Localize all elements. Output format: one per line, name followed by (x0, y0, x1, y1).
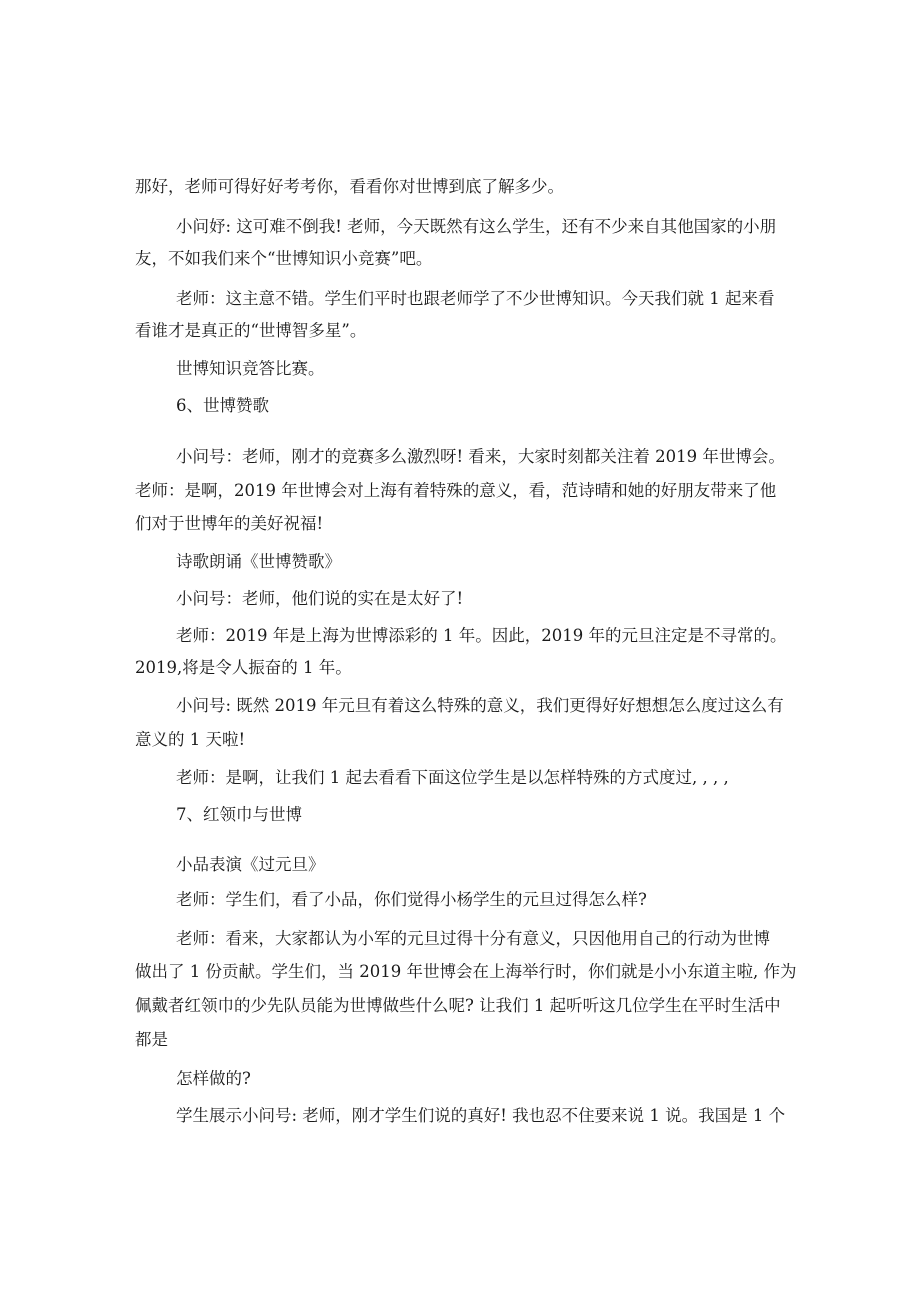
text-line: 老师：是啊，2019 年世博会对上海有着特殊的意义，看，范诗晴和她的好朋友带来了他 (135, 481, 777, 500)
text-line: 小问妤: 这可难不倒我! 老师，今天既然有这么学生，还有不少来自其他国家的小朋 (176, 217, 777, 236)
text-line: 佩戴者红领巾的少先队员能为世博做些什么呢? 让我们 1 起听听这几位学生在平时生活中 (135, 996, 781, 1015)
text-line: 友，不如我们来个“世博知识小竞赛”吧。 (135, 249, 433, 268)
text-line: 老师：看来，大家都认为小军的元旦过得十分有意义，只因他用自己的行动为世博 (176, 929, 770, 948)
text-line: 都是 (135, 1030, 168, 1049)
text-line: 诗歌朗诵《世博赞歌》 (176, 552, 341, 571)
text-line: 那好，老师可得好好考考你，看看你对世博到底了解多少。 (135, 177, 564, 196)
text-line: 学生展示小问号: 老师，刚才学生们说的真好! 我也忍不住要来说 1 说。我国是 1 个 (176, 1106, 786, 1125)
text-line: 世博知识竞答比赛。 (176, 359, 325, 378)
text-line: 小问号：老师，他们说的实在是太好了! (176, 589, 464, 608)
text-line: 做出了 1 份贡献。学生们，当 2019 年世博会在上海举行时，你们就是小小东道主啦, 作为 (135, 962, 797, 981)
text-line: 老师：是啊，让我们 1 起去看看下面这位学生是以怎样特殊的方式度过, , , , (176, 768, 729, 787)
text-line: 看谁才是真正的“世博智多星”。 (135, 321, 367, 340)
section-heading: 6、世博赞歌 (176, 396, 269, 415)
section-heading: 7、红领巾与世博 (176, 805, 302, 824)
text-line: 们对于世博年的美好祝福! (135, 514, 324, 533)
text-line: 老师：2019 年是上海为世博添彩的 1 年。因此，2019 年的元旦注定是不寻常的。 (176, 626, 787, 645)
text-line: 老师：学生们，看了小品，你们觉得小杨学生的元旦过得怎么样? (176, 890, 647, 909)
text-line: 怎样做的? (176, 1069, 251, 1088)
text-line: 小品表演《过元旦》 (176, 855, 325, 874)
text-line: 老师：这主意不错。学生们平时也跟老师学了不少世博知识。今天我们就 1 起来看 (176, 289, 775, 308)
text-line: 小问号：老师，刚才的竞赛多么激烈呀! 看来，大家时刻都关注着 2019 年世博会。 (176, 447, 785, 466)
text-line: 2019,将是令人振奋的 1 年。 (135, 658, 352, 677)
text-line: 意义的 1 天啦! (135, 730, 246, 749)
text-line: 小问号: 既然 2019 年元旦有着这么特殊的意义，我们更得好好想想怎么度过这么有 (176, 696, 784, 715)
